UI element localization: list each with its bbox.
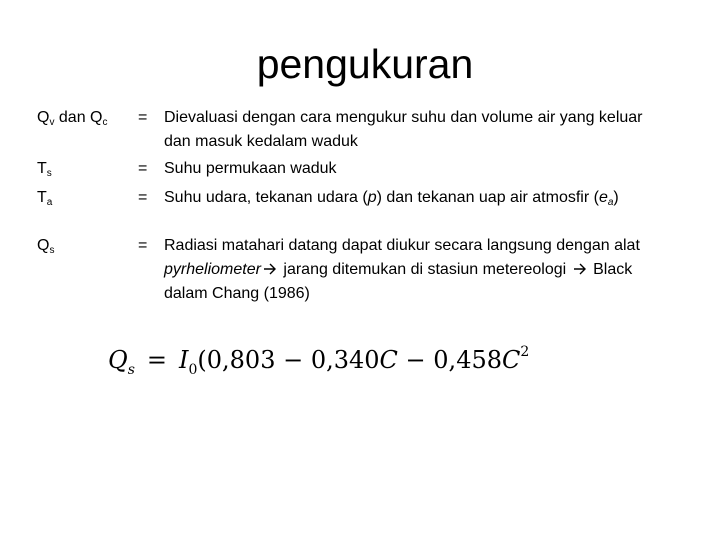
right-arrow-icon xyxy=(261,258,279,282)
definition-text xyxy=(164,186,644,210)
symbol-base: T xyxy=(37,160,47,177)
text-part: Black dalam Chang (1986) xyxy=(164,261,633,302)
symbol-base: T xyxy=(37,189,47,206)
symbol-qs xyxy=(37,234,54,258)
formula-c: C xyxy=(379,346,398,374)
variable-e-subscript: a xyxy=(607,197,614,208)
symbol-subscript-2: c xyxy=(102,117,108,128)
right-arrow-icon xyxy=(571,258,589,282)
formula-q: Q xyxy=(108,346,128,374)
equals-sign: = xyxy=(138,237,148,254)
symbol-connector: dan Q xyxy=(54,109,103,126)
equals-sign: = xyxy=(138,109,148,126)
variable-p: p xyxy=(367,189,377,206)
symbol-base: Q xyxy=(37,109,50,126)
text-part: ) dan tekanan uap air atmosfir ( xyxy=(376,189,599,206)
formula-equals: = xyxy=(146,346,167,374)
definition-text: Dievaluasi dengan cara mengukur suhu dan volume air yang keluar dan masuk kedalam waduk xyxy=(164,109,643,150)
symbol-subscript: s xyxy=(49,245,55,256)
text-part: Radiasi matahari datang dapat diukur secara langsung dengan alat xyxy=(164,237,640,254)
equals-sign: = xyxy=(138,189,148,206)
variable-e: e xyxy=(598,189,608,206)
slide-title: pengukuran xyxy=(256,41,474,87)
radiation-formula xyxy=(108,344,530,378)
formula-exponent: 2 xyxy=(520,344,530,360)
definition-text xyxy=(164,234,644,306)
instrument-name: pyrheliometer xyxy=(164,261,261,278)
equals-sign: = xyxy=(138,160,148,177)
formula-body: (0,803 − 0,340 xyxy=(197,346,380,374)
formula-c-squared: C xyxy=(502,346,521,374)
formula-middle: − 0,458 xyxy=(397,346,502,374)
text-part: Suhu udara, tekanan udara ( xyxy=(164,189,368,206)
symbol-ta xyxy=(37,186,52,210)
symbol-base: Q xyxy=(37,237,50,254)
symbol-subscript: s xyxy=(46,168,52,179)
definition-text: Suhu permukaan waduk xyxy=(164,160,337,177)
symbol-ts xyxy=(37,157,52,181)
text-part: ) xyxy=(613,189,619,206)
symbol-subscript: a xyxy=(46,197,53,208)
formula-i: I xyxy=(178,346,189,374)
text-part: jarang ditemukan di stasiun metereologi xyxy=(278,261,571,278)
formula-q-subscript: s xyxy=(127,362,135,378)
formula-i-subscript: 0 xyxy=(188,362,198,378)
symbol-subscript: v xyxy=(49,117,55,128)
symbol-qv-qc xyxy=(37,106,107,130)
